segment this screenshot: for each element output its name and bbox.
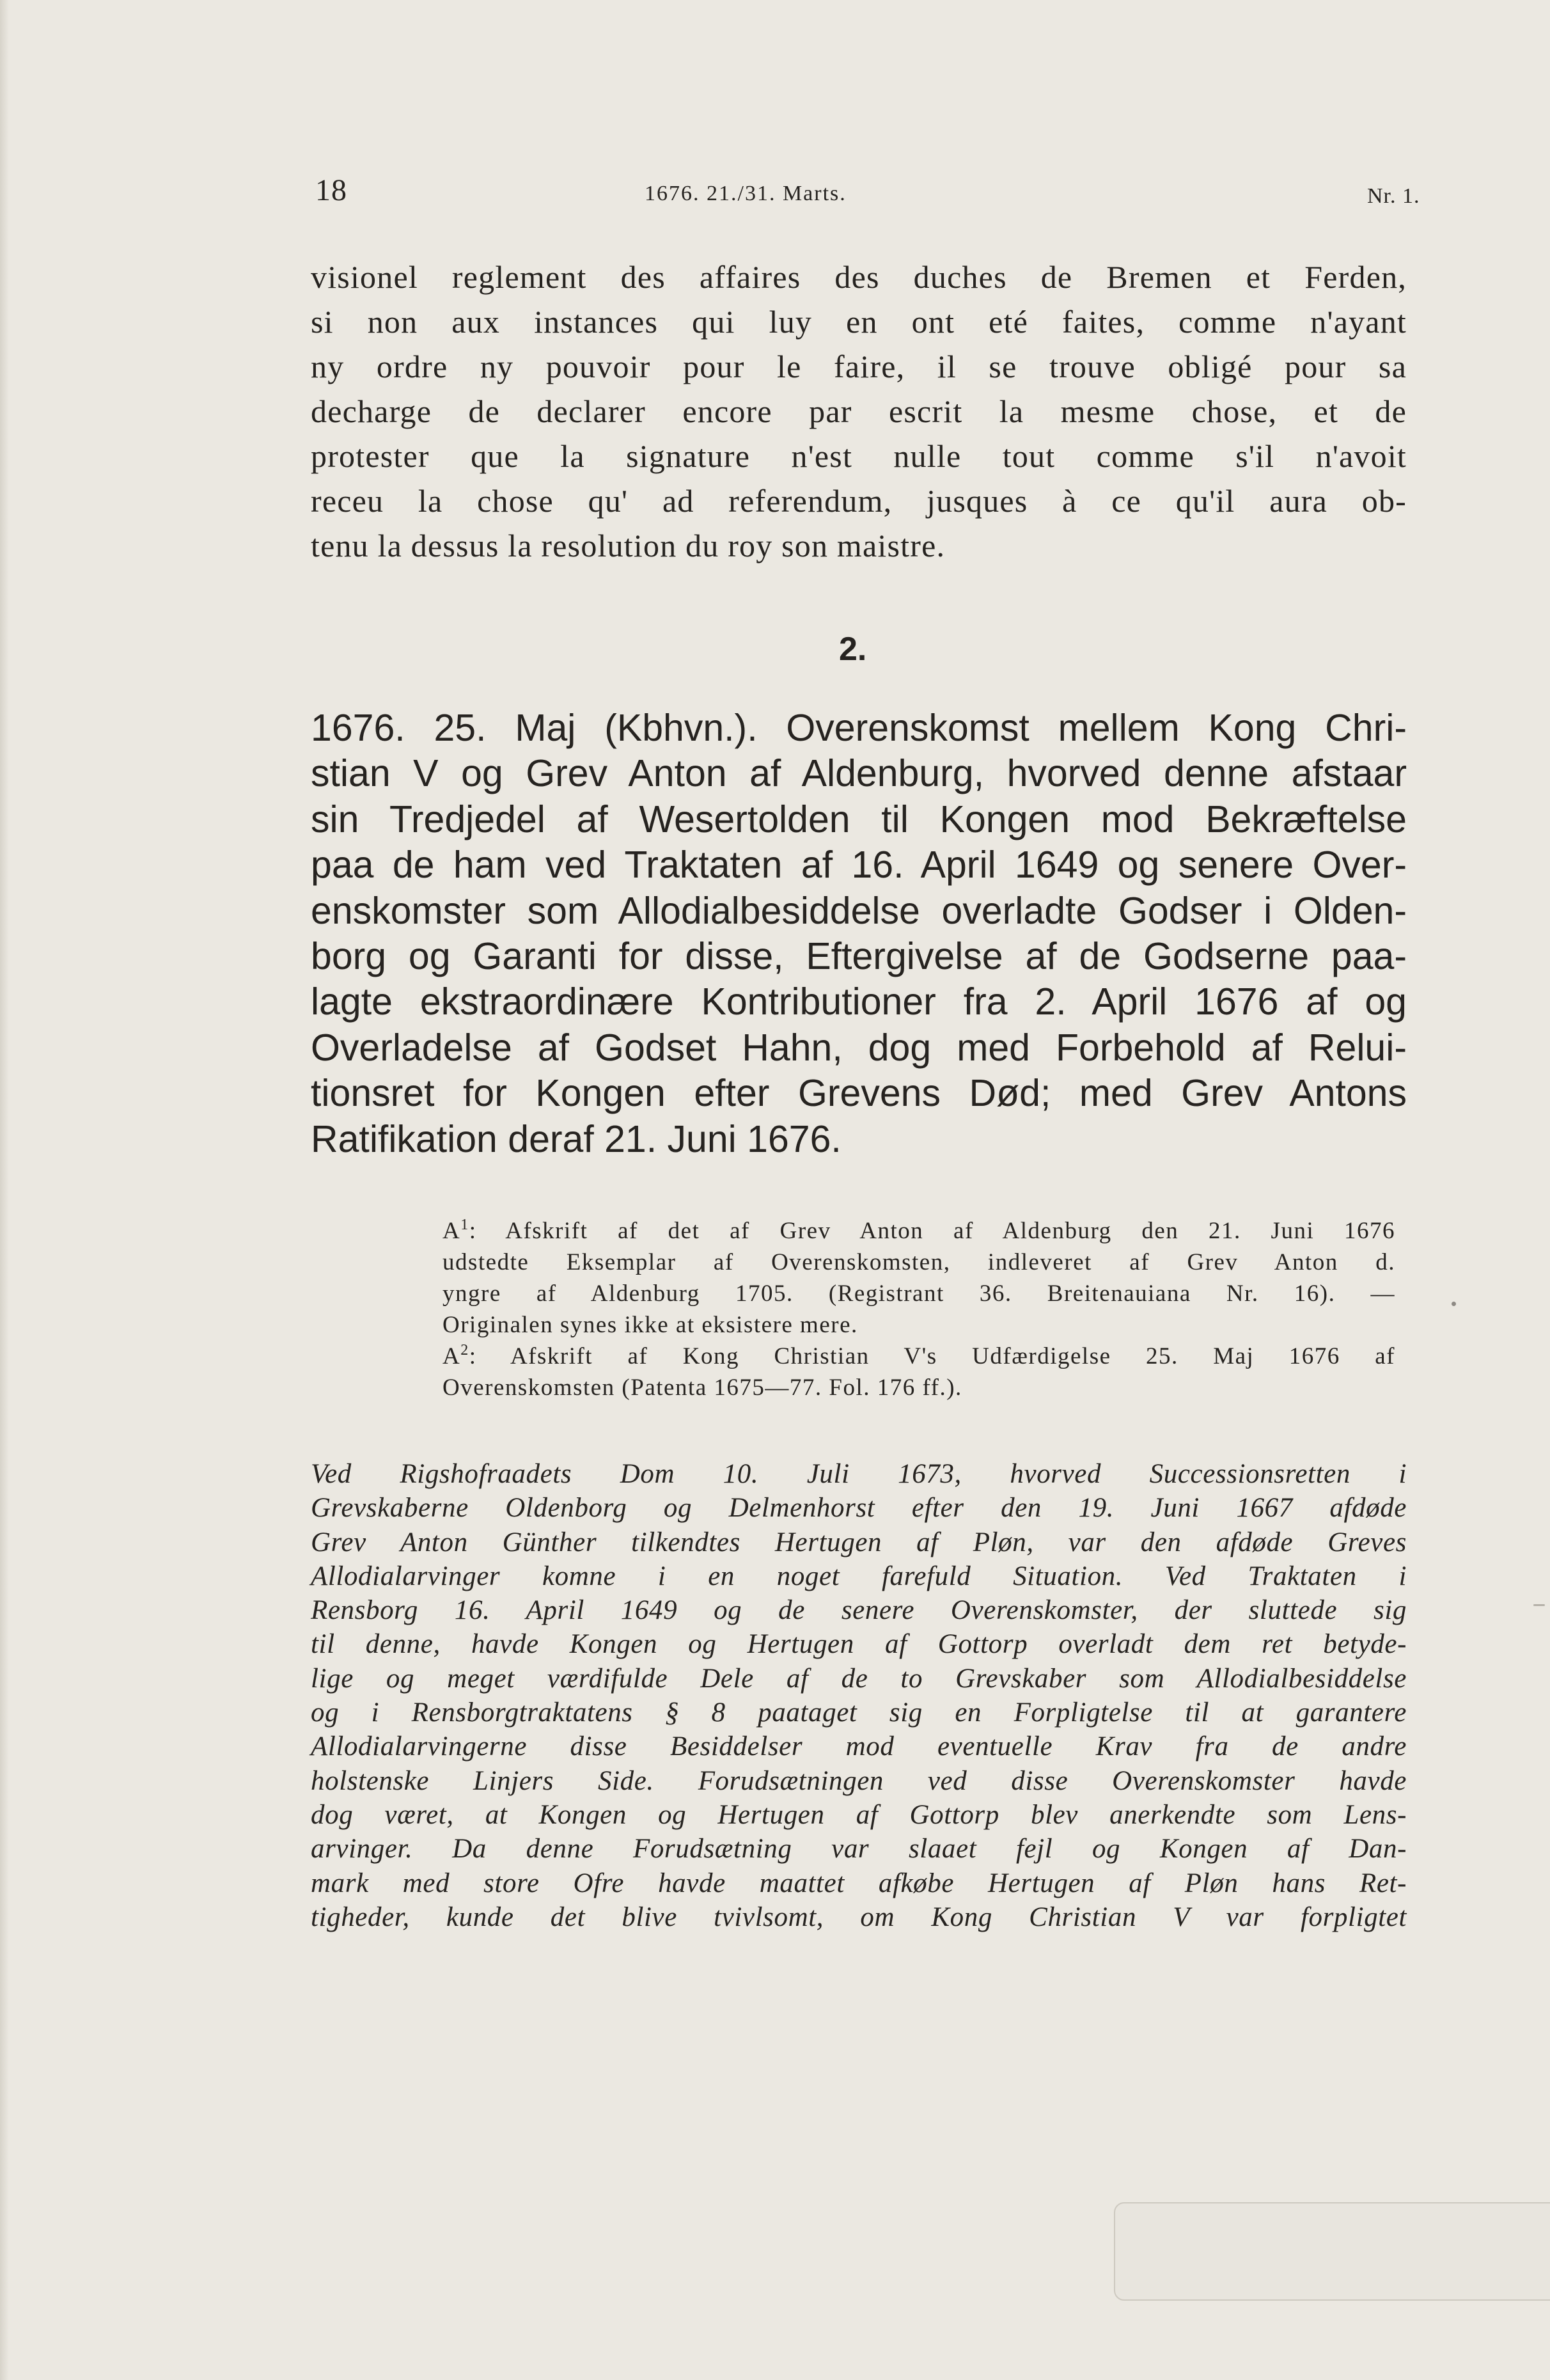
summary-line: tionsret for Kongen efter Grevens Død; med Grev Antons	[311, 1072, 1407, 1115]
french-line: visionel reglement des affaires des duches de Bremen et Ferden,	[311, 259, 1407, 295]
page-number: 18	[315, 173, 347, 207]
french-line: receu la chose qu' ad referendum, jusques à ce qu'il aura ob-	[311, 483, 1407, 519]
paper-speck	[1533, 1604, 1545, 1606]
page-edge	[0, 0, 9, 2380]
summary-line: stian V og Grev Anton af Aldenburg, hvorved denne afstaar	[311, 752, 1407, 795]
note-a1-label: $A^1$	[442, 1217, 469, 1244]
commentary-line: Allodialarvingerne disse Besiddelser mod eventuelle Krav fra de andre	[311, 1731, 1407, 1762]
commentary-line: til denne, havde Kongen og Hertugen af Gottorp overladt dem ret betyde-	[311, 1629, 1407, 1660]
commentary-line: lige og meget værdifulde Dele af de to Grevskaber som Allodialbesiddelse	[311, 1663, 1407, 1694]
page-header	[0, 173, 1550, 211]
french-line: decharge de declarer encore par escrit la mesme chose, et de	[311, 393, 1407, 429]
note-line: Originalen synes ikke at eksistere mere.	[442, 1312, 858, 1338]
note-a2: $A^2$: Afskrift af Kong Christian V's Udfærdigelse 25. Maj 1676 af	[442, 1342, 1395, 1369]
summary-line: enskomster som Allodialbesiddelse overladte Godser i Olden-	[311, 889, 1407, 932]
summary-line: Overladelse af Godset Hahn, dog med Forbehold af Relui-	[311, 1026, 1407, 1069]
french-line: ny ordre ny pouvoir pour le faire, il se trouve obligé pour sa	[311, 349, 1407, 384]
page-corner-mark	[1114, 2202, 1550, 2301]
commentary-line: tigheder, kunde det blive tvivlsomt, om Kong Christian V var forpligtet	[311, 1902, 1407, 1932]
commentary-line: Allodialarvinger komne i en noget farefuld Situation. Ved Traktaten i	[311, 1561, 1407, 1591]
commentary	[311, 1457, 1407, 1934]
commentary-line: Ved Rigshofraadets Dom 10. Juli 1673, hvorved Successionsretten i	[311, 1459, 1407, 1489]
note-line: udstedte Eksemplar af Overenskomsten, indleveret af Grev Anton d.	[442, 1249, 1395, 1275]
commentary-line: dog været, at Kongen og Hertugen af Gottorp blev anerkendte som Lens-	[311, 1799, 1407, 1830]
note-line: yngre af Aldenburg 1705. (Registrant 36. Breitenauiana Nr. 16). —	[442, 1281, 1395, 1307]
note-line: Overenskomsten (Patenta 1675—77. Fol. 176 ff.).	[442, 1375, 962, 1401]
summary-line: sin Tredjedel af Wesertolden til Kongen mod Bekræftelse	[311, 798, 1407, 840]
document-summary	[311, 705, 1407, 1162]
running-title: 1676. 21./31. Marts.	[645, 182, 847, 205]
summary-line: paa de ham ved Traktaten af 16. April 1649 og senere Over-	[311, 844, 1407, 887]
paper-speck	[1452, 1302, 1456, 1306]
french-text-block	[311, 255, 1407, 568]
note-a2-label: $A^2$	[442, 1342, 469, 1369]
document-number: Nr. 1.	[1367, 184, 1420, 208]
summary-line: borg og Garanti for disse, Eftergivelse af de Godserne paa-	[311, 935, 1407, 978]
summary-line: Ratifikation deraf 21. Juni 1676.	[311, 1117, 842, 1160]
commentary-line: holstenske Linjers Side. Forudsætningen ved disse Overenskomster havde	[311, 1765, 1407, 1796]
french-line: tenu la dessus la resolution du roy son maistre.	[311, 528, 946, 563]
french-line: protester que la signature n'est nulle tout comme s'il n'avoit	[311, 438, 1407, 474]
note-a1: $A^1$: Afskrift af det af Grev Anton af Aldenburg den 21. Juni 1676	[442, 1217, 1395, 1244]
commentary-line: og i Rensborgtraktatens § 8 paataget sig en Forpligtelse til at garantere	[311, 1698, 1407, 1728]
summary-line: lagte ekstraordinære Kontributioner fra 2. April 1676 af og	[311, 981, 1407, 1023]
commentary-line: Grev Anton Günther tilkendtes Hertugen af Pløn, var den afdøde Greves	[311, 1527, 1407, 1557]
commentary-line: mark med store Ofre havde maattet afkøbe Hertugen af Pløn hans Ret-	[311, 1868, 1407, 1898]
commentary-line: Grevskaberne Oldenborg og Delmenhorst efter den 19. Juni 1667 afdøde	[311, 1493, 1407, 1524]
section-number: 2.	[839, 631, 867, 668]
commentary-line: arvinger. Da denne Forudsætning var slaaet fejl og Kongen af Dan-	[311, 1834, 1407, 1864]
summary-line: 1676. 25. Maj (Kbhvn.). Overenskomst mellem Kong Chri-	[311, 707, 1407, 749]
french-line: si non aux instances qui luy en ont eté faites, comme n'ayant	[311, 304, 1407, 340]
commentary-line: Rensborg 16. April 1649 og de senere Overenskomster, der sluttede sig	[311, 1595, 1407, 1626]
source-notes	[442, 1215, 1395, 1403]
